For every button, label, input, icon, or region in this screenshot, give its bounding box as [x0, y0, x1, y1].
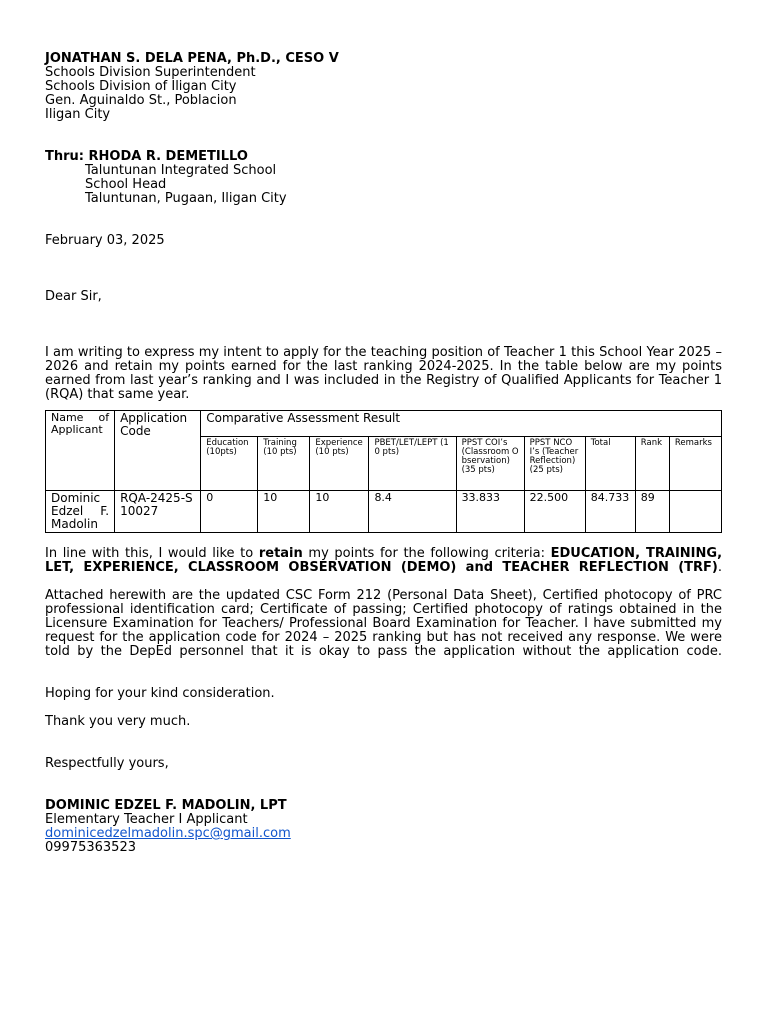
thru-line: School Head: [85, 177, 167, 192]
recipient-line: Gen. Aguinaldo St., Poblacion: [45, 93, 237, 108]
letter: [45, 52, 722, 855]
signature-title: Elementary Teacher I Applicant: [45, 812, 248, 827]
score-cell: 10: [310, 491, 369, 533]
criteria-header: PPST COI’s (Classroom Observation) (35 pts): [456, 437, 524, 491]
retain-paragraph: In line with this, I would like to retain my points for the following criteria: EDUCATION, TRAINING, LET, EXPERIENCE, CLASSROOM OBSERVATION (DEMO) and TEACHER REFLECTION (TRF).: [45, 546, 723, 575]
closing-line: Respectfully yours,: [45, 756, 169, 771]
thru-label: Thru: RHODA R. DEMETILLO: [45, 149, 248, 164]
thanks-line: Thank you very much.: [45, 714, 191, 729]
remarks-cell: [669, 491, 721, 533]
score-cell: 0: [201, 491, 258, 533]
salutation: Dear Sir,: [45, 289, 102, 304]
rank-cell: 89: [635, 491, 669, 533]
criteria-header: Education (10pts): [201, 437, 258, 491]
col-header-code: Application Code: [115, 411, 201, 491]
thru-line: Taluntunan, Pugaan, Iligan City: [85, 191, 287, 206]
table-row: [46, 491, 722, 533]
col-header-name: Name of Applicant: [46, 411, 115, 491]
email-link[interactable]: dominicedzelmadolin.spc@gmail.com: [45, 826, 291, 841]
recipient-line: Iligan City: [45, 107, 111, 122]
phone-number: 09975363523: [45, 840, 136, 855]
applicant-name: Dominic Edzel F. Madolin: [46, 491, 115, 533]
thru-line: Taluntunan Integrated School: [85, 163, 277, 178]
criteria-header: PBET/LET/LEPT (10 pts): [369, 437, 456, 491]
signature-name: DOMINIC EDZEL F. MADOLIN, LPT: [45, 798, 287, 813]
criteria-header: Remarks: [669, 437, 721, 491]
score-cell: 33.833: [456, 491, 524, 533]
recipient-name: JONATHAN S. DELA PENA, Ph.D., CESO V: [45, 51, 339, 66]
total-cell: 84.733: [585, 491, 635, 533]
score-cell: 22.500: [524, 491, 585, 533]
application-code: RQA-2425-S10027: [115, 491, 201, 533]
recipient-line: Schools Division Superintendent: [45, 65, 256, 80]
criteria-header: Rank: [635, 437, 669, 491]
score-cell: 8.4: [369, 491, 456, 533]
criteria-header: Total: [585, 437, 635, 491]
score-cell: 10: [258, 491, 310, 533]
intro-paragraph: I am writing to express my intent to apply for the teaching position of Teacher 1 this School Year 2025 – 2026 and retain my points earned for the last ranking 2024-2025. In the table below are my points earned from last year’s ranking and I was included in the Registry of Qualified Applicants for Teacher 1 (RQA) that same year.: [45, 345, 722, 402]
col-header-car: Comparative Assessment Result: [201, 411, 722, 437]
recipient-line: Schools Division of Iligan City: [45, 79, 237, 94]
criteria-header: Training (10 pts): [258, 437, 310, 491]
criteria-header: Experience (10 pts): [310, 437, 369, 491]
hoping-line: Hoping for your kind consideration.: [45, 686, 275, 701]
criteria-header: PPST NCOI’s (Teacher Reflection) (25 pts): [524, 437, 585, 491]
letter-date: February 03, 2025: [45, 233, 165, 248]
assessment-table: [45, 410, 722, 533]
attached-paragraph: Attached herewith are the updated CSC Form 212 (Personal Data Sheet), Certified photocopy of PRC professional identification card; Certificate of passing; Certified photocopy of ratings obtained in the Licensure Examination for Teachers/ Professional Board Examination for Teacher. I have submitted my request for the application code for 2024 – 2025 ranking but has not received any response. We were told by the DepEd personnel that it is okay to pass the application without the application code.: [45, 588, 722, 659]
